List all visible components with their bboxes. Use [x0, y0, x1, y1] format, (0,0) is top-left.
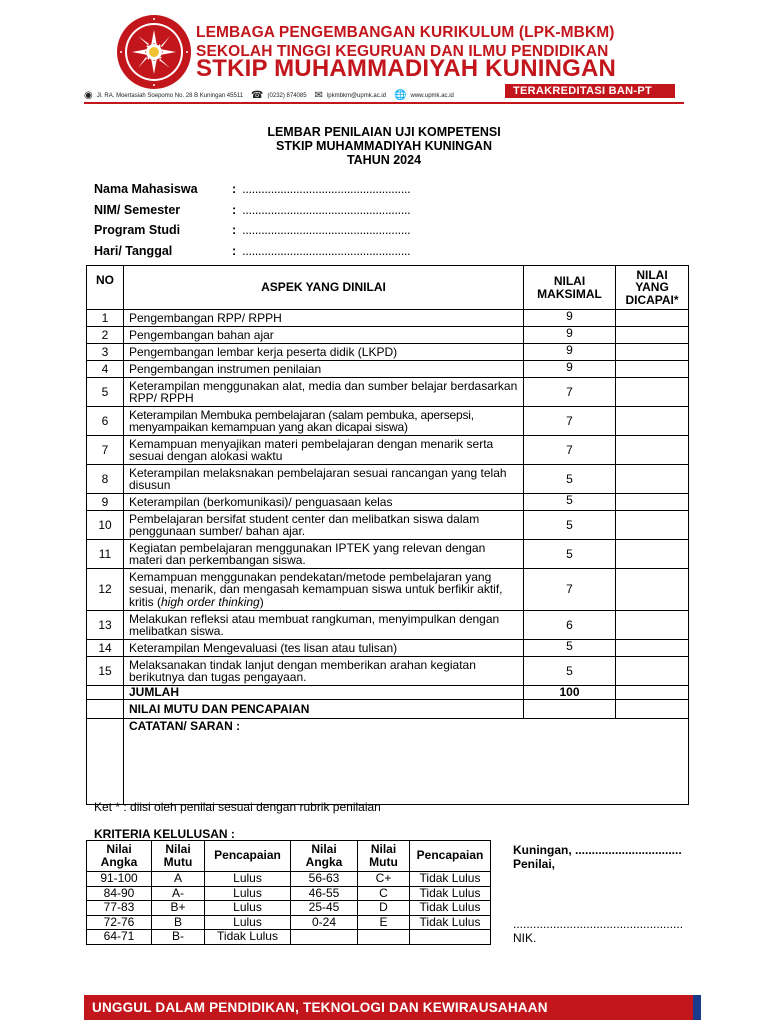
field-student-name: Nama Mahasiswa : .....................................................	[94, 182, 411, 196]
score-cell[interactable]	[616, 700, 689, 719]
table-row: 77-83 B+ Lulus 25-45 D Tidak Lulus	[87, 901, 491, 916]
table-header-row	[87, 266, 689, 310]
field-label: Nama Mahasiswa	[94, 182, 198, 196]
score-cell[interactable]	[616, 310, 689, 327]
field-nim-semester: NIM/ Semester : .....................................................	[94, 203, 411, 217]
table-row: 1 Pengembangan RPP/ RPPH 9	[87, 310, 689, 327]
address-text: Jl. RA. Moertasiah Soepomo No. 28 B Kuningan 45511	[96, 92, 244, 99]
field-label: NIM/ Semester	[94, 203, 181, 217]
location-pin-icon: ◉	[84, 90, 93, 101]
header-contact-bar	[84, 90, 454, 101]
total-label: JUMLAH	[124, 686, 524, 700]
score-cell[interactable]	[616, 640, 689, 657]
footer-accent-bar	[693, 995, 701, 1020]
total-row	[87, 686, 689, 700]
signature-place-date[interactable]: Kuningan, ................................	[513, 843, 682, 857]
signature-nik: NIK.	[513, 931, 537, 945]
score-cell[interactable]	[616, 657, 689, 686]
header-aspect: ASPEK YANG DINILAI	[124, 266, 524, 310]
table-row: 9 Keterampilan (berkomunikasi)/ penguasaan kelas 5	[87, 494, 689, 511]
table-row: 15 Melaksanakan tindak lanjut dengan memberikan arahan kegiatan berikutnya dan tugas pengayaan. 5	[87, 657, 689, 686]
score-cell[interactable]	[616, 686, 689, 700]
table-row: 64-71 B- Tidak Lulus	[87, 930, 491, 945]
field-blank[interactable]: .....................................................	[242, 223, 411, 237]
signature-role: Penilai,	[513, 857, 556, 871]
table-row: 7 Kemampuan menyajikan materi pembelajaran dengan menarik serta sesuai dengan alokasi waktu 7	[87, 436, 689, 465]
table-row: 11 Kegiatan pembelajaran menggunakan IPTEK yang relevan dengan materi dan perkembangan siswa. 5	[87, 540, 689, 569]
table-row: 6 Keterampilan Membuka pembelajaran (salam pembuka, apersepsi, menyampaikan kemampuan yang akan dicapai siswa) 7	[87, 407, 689, 436]
document-subtitle: STKIP MUHAMMADIYAH KUNINGAN	[276, 139, 492, 153]
score-cell[interactable]	[616, 436, 689, 465]
document-title: LEMBAR PENILAIAN UJI KOMPETENSI	[267, 125, 501, 139]
score-cell[interactable]	[616, 494, 689, 511]
score-cell[interactable]	[616, 327, 689, 344]
notes-area[interactable]: CATATAN/ SARAN :	[124, 719, 689, 805]
quality-row	[87, 700, 689, 719]
signature-line[interactable]: ...................................................	[513, 917, 684, 931]
criteria-title: KRITERIA KELULUSAN :	[94, 827, 235, 841]
notes-row	[87, 719, 689, 805]
criteria-header-row: Nilai Angka Nilai Mutu Pencapaian Nilai Angka Nilai Mutu Pencapaian	[87, 841, 491, 872]
field-study-program: Program Studi : .....................................................	[94, 223, 411, 237]
field-blank[interactable]: .....................................................	[242, 203, 411, 217]
table-row: 3 Pengembangan lembar kerja peserta didik (LKPD) 9	[87, 344, 689, 361]
total-value: 100	[524, 686, 616, 700]
quality-label: NILAI MUTU DAN PENCAPAIAN	[124, 700, 524, 719]
accreditation-badge: TERAKREDITASI BAN-PT	[505, 84, 675, 98]
table-row: 8 Keterampilan melaksnakan pembelajaran sesuai rancangan yang telah disusun 5	[87, 465, 689, 494]
footer-motto-banner: UNGGUL DALAM PENDIDIKAN, TEKNOLOGI DAN KEWIRAUSAHAAN	[84, 995, 697, 1020]
table-row: 5 Keterampilan menggunakan alat, media dan sumber belajar berdasarkan RPP/ RPPH 7	[87, 378, 689, 407]
website-text: www.upmk.ac.id	[410, 92, 454, 99]
table-row: 12 Kemampuan menggunakan pendekatan/metode pembelajaran yang sesuai, menarik, dan mengasah kemampuan siswa untuk berfikir aktif, kritis (high order thinking) 7	[87, 569, 689, 611]
table-row: 2 Pengembangan bahan ajar 9	[87, 327, 689, 344]
phone-text: (0232) 874085	[267, 92, 307, 99]
globe-icon: 🌐	[394, 90, 407, 101]
score-cell[interactable]	[616, 407, 689, 436]
score-cell[interactable]	[616, 540, 689, 569]
header-divider	[84, 102, 684, 104]
header-no: NO	[87, 266, 124, 310]
header-max: NILAI MAKSIMAL	[524, 266, 616, 310]
field-blank[interactable]: .....................................................	[242, 244, 411, 258]
table-row: 72-76 B Lulus 0-24 E Tidak Lulus	[87, 915, 491, 930]
header-campus-name: STKIP MUHAMMADIYAH KUNINGAN	[196, 55, 617, 82]
table-row: 84-90 A- Lulus 46-55 C Tidak Lulus	[87, 886, 491, 901]
field-day-date: Hari/ Tanggal : .....................................................	[94, 244, 411, 258]
header-institute-line: LEMBAGA PENGEMBANGAN KURIKULUM (LPK-MBKM)	[196, 24, 615, 41]
score-cell[interactable]	[616, 569, 689, 611]
score-cell[interactable]	[616, 611, 689, 640]
email-text: lpkmbkm@upmk.ac.id	[326, 92, 387, 99]
institution-logo	[116, 14, 192, 90]
table-row: 14 Keterampilan Mengevaluasi (tes lisan atau tulisan) 5	[87, 640, 689, 657]
field-label: Program Studi	[94, 223, 181, 237]
footnote: Ket * : diisi oleh penilai sesuai dengan rubrik penilaian	[94, 800, 381, 814]
assessment-table	[86, 265, 689, 805]
score-cell[interactable]	[616, 465, 689, 494]
table-row: 10 Pembelajaran bersifat student center dan melibatkan siswa dalam penggunaan sumber/ bahan ajar. 5	[87, 511, 689, 540]
criteria-table	[86, 840, 491, 945]
table-row: 4 Pengembangan instrumen penilaian 9	[87, 361, 689, 378]
score-cell[interactable]	[616, 361, 689, 378]
table-row: 13 Melakukan refleksi atau membuat rangkuman, menyimpulkan dengan melibatkan siswa. 6	[87, 611, 689, 640]
field-label: Hari/ Tanggal	[94, 244, 173, 258]
score-cell[interactable]	[616, 511, 689, 540]
score-cell[interactable]	[616, 344, 689, 361]
header-college-line: SEKOLAH TINGGI KEGURUAN DAN ILMU PENDIDIKAN	[196, 43, 609, 60]
header-achieved: NILAI YANG DICAPAI*	[616, 266, 689, 310]
document-year: TAHUN 2024	[346, 153, 422, 167]
field-blank[interactable]: .....................................................	[242, 182, 411, 196]
table-row: 91-100 A Lulus 56-63 C+ Tidak Lulus	[87, 872, 491, 887]
score-cell[interactable]	[616, 378, 689, 407]
email-icon: ✉	[314, 90, 323, 101]
phone-icon: ☎	[251, 90, 264, 101]
